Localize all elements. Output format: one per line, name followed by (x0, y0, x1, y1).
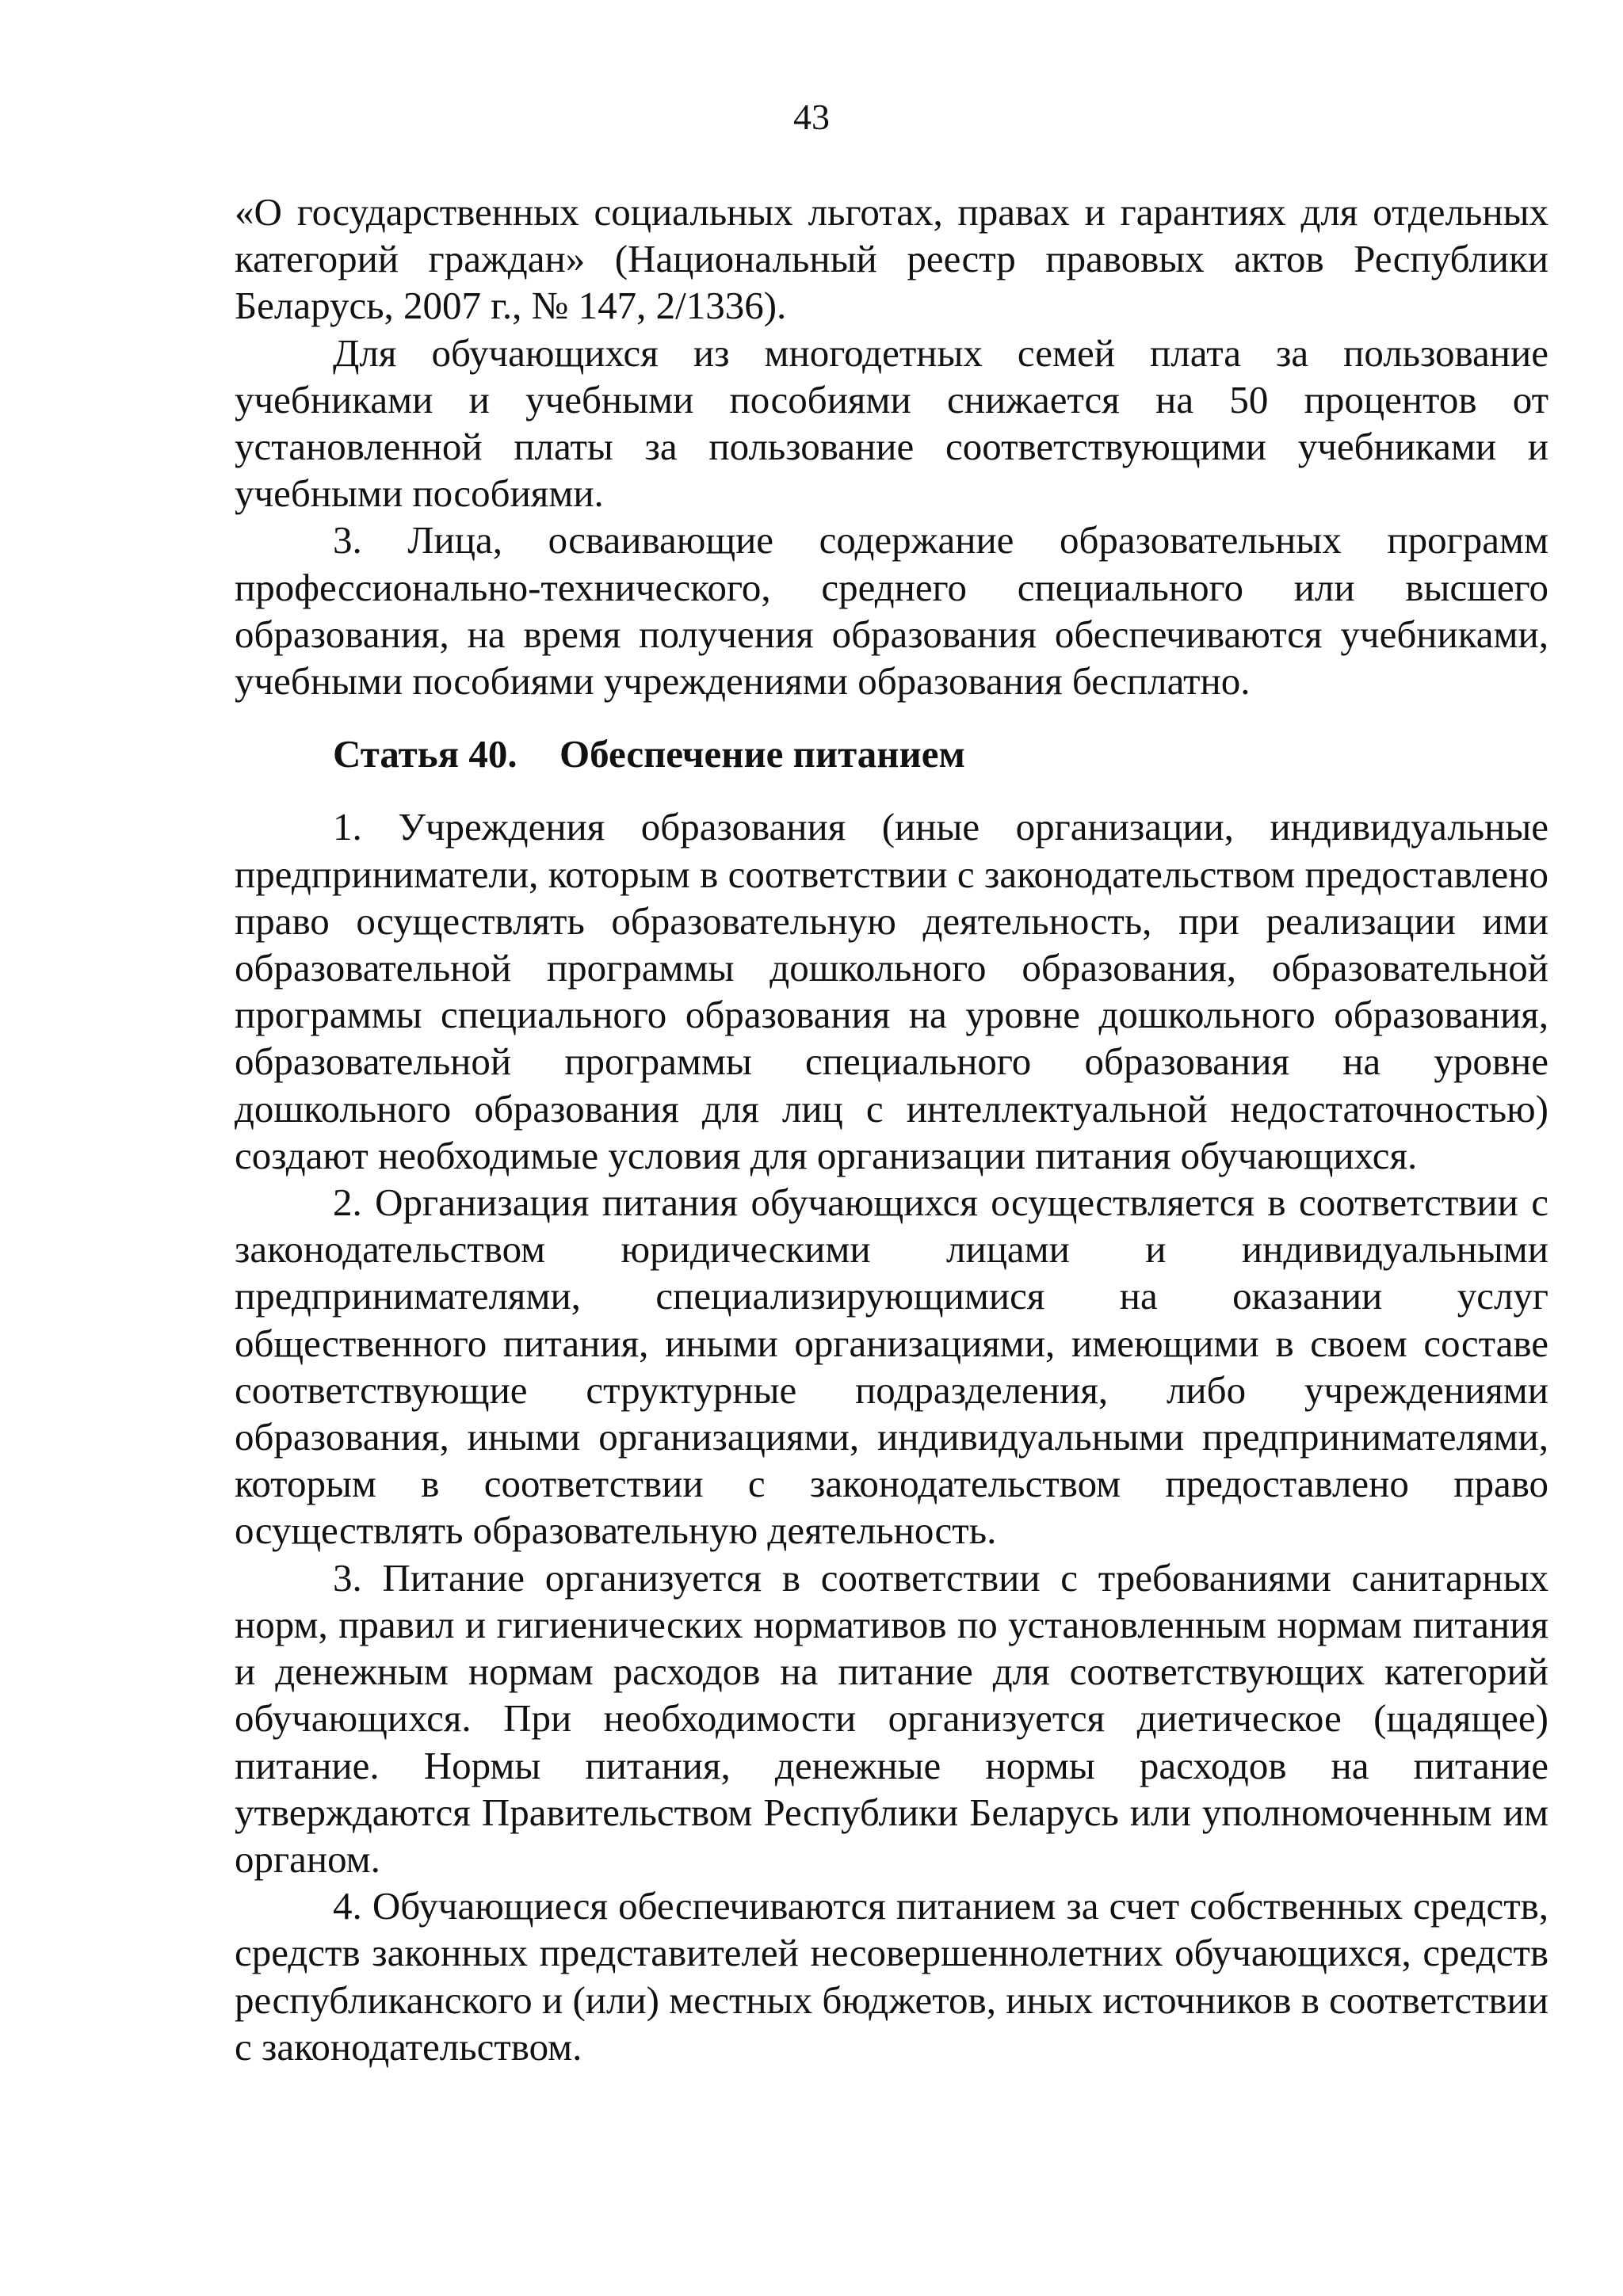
article-number: Статья 40. (333, 732, 517, 776)
document-body (235, 189, 1549, 2070)
paragraph-nutrition-conditions: 1. Учреждения образования (иные организации, индивидуальные предприниматели, которым в соответствии с законодательством предоставлено право осуществлять образовательную деятельность, при реализации ими образовательной программы дошкольного образования, образовательной программы специального образования на уровне дошкольного образования, образовательной программы специального образования на уровне дошкольного образования для лиц с интеллектуальной недостаточностью) создают необходимые условия для организации питания обучающихся. (235, 805, 1549, 1177)
paragraph-nutrition-norms: 3. Питание организуется в соответствии с требованиями санитарных норм, правил и гигиенических нормативов по установленным нормам питания и денежным нормам расходов на питание для соответствующих категорий обучающихся. При необходимости организуется диетическое (щадящее) питание. Нормы питания, денежные нормы расходов на питание утверждаются Правительством Республики Беларусь или уполномоченным им органом. (235, 1555, 1549, 1881)
article-title: Обеспечение питанием (559, 732, 965, 776)
article-heading (235, 730, 1549, 777)
paragraph-large-families-discount: Для обучающихся из многодетных семей плата за пользование учебниками и учебными пособиями снижается на 50 процентов от установленной платы за пользование соответствующими учебниками и учебными пособиями. (235, 330, 1549, 516)
paragraph-nutrition-funding: 4. Обучающиеся обеспечиваются питанием за счет собственных средств, средств законных представителей несовершеннолетних обучающихся, средств республиканского и (или) местных бюджетов, иных источников в соответствии с законодательством. (235, 1884, 1549, 2069)
paragraph-nutrition-organization: 2. Организация питания обучающихся осуществляется в соответствии с законодательством юридическими лицами и индивидуальными предпринимателями, специализирующимися на оказании услуг общественного питания, иными организациями, имеющими в своем составе соответствующие структурные подразделения, либо учреждениями образования, иными организациями, индивидуальными предпринимателями, которым в соответствии с законодательством предоставлено право осуществлять образовательную деятельность. (235, 1180, 1549, 1553)
paragraph-continuation: «О государственных социальных льготах, правах и гарантиях для отдельных категорий граждан» (Национальный реестр правовых актов Республики Беларусь, 2007 г., № 147, 2/1336). (235, 190, 1549, 328)
page-number: 43 (793, 97, 830, 137)
paragraph-free-textbooks: 3. Лица, осваивающие содержание образовательных программ профессионально-технического, среднего специального или высшего образования, на время получения образования обеспечиваются учебниками, учебными пособиями учреждениями образования бесплатно. (235, 518, 1549, 704)
